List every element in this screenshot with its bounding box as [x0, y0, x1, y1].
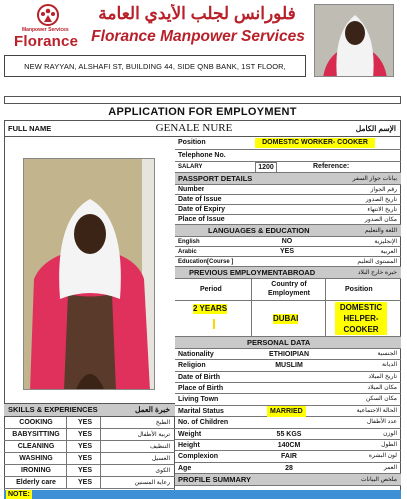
personal-label: Age — [178, 464, 192, 472]
skill-divider — [66, 465, 67, 477]
company-arabic-title: فلورانس لجلب الأيدي العامة — [98, 4, 296, 23]
personal-label: Place of Birth — [178, 385, 224, 393]
position-label: Position — [178, 139, 206, 146]
col-divider-4 — [325, 301, 326, 337]
logo-caption: Manpower Services — [22, 27, 69, 33]
form-title: APPLICATION FOR EMPLOYMENT — [108, 106, 297, 118]
language-value: NO — [281, 238, 293, 245]
skill-divider — [66, 441, 67, 453]
personal-row — [175, 451, 401, 462]
language-value: YES — [279, 248, 294, 255]
language-arabic: العربية — [380, 249, 397, 255]
skill-divider — [100, 453, 101, 465]
previous-header — [175, 267, 401, 279]
logo-word: Florance — [14, 33, 79, 50]
personal-value: 140CM — [277, 441, 301, 449]
passport-row — [175, 185, 401, 195]
right-column — [175, 137, 401, 499]
language-label: English — [178, 239, 200, 245]
col-position: Position — [345, 286, 373, 293]
previous-position-line2: HELPER- — [343, 314, 379, 323]
personal-arabic: الوزن — [383, 430, 397, 437]
languages-title-ar: اللغة والتعليم — [364, 228, 397, 234]
previous-period: 2 YEARS — [193, 304, 228, 313]
personal-row — [175, 440, 401, 451]
skill-divider — [100, 429, 101, 441]
personal-label: Living Town — [178, 396, 219, 404]
form-title-bar — [4, 103, 401, 121]
personal-label: Religion — [178, 362, 206, 370]
previous-position — [335, 302, 387, 335]
caret-mark — [213, 319, 215, 329]
skill-row — [4, 417, 175, 429]
passport-label: Date of Issue — [178, 196, 222, 203]
skill-row — [4, 477, 175, 489]
skill-value: YES — [77, 479, 92, 486]
full-name-arabic: الإسم الكامل — [355, 124, 396, 133]
skills-title-ar: خبرة العمل — [134, 405, 170, 414]
language-label: Arabic — [178, 249, 197, 255]
personal-arabic: الطول — [381, 441, 397, 448]
personal-value: MUSLIM — [275, 362, 303, 370]
full-name-label: FULL NAME — [8, 124, 52, 133]
header — [0, 0, 407, 82]
skill-arabic: الكوى — [155, 468, 170, 474]
col-divider-1 — [251, 279, 252, 301]
skill-arabic: رعاية المسنين — [134, 480, 170, 486]
skill-row — [4, 429, 175, 441]
position-row — [175, 137, 401, 150]
company-english-title: Florance Manpower Services — [91, 28, 305, 45]
previous-title: PREVIOUS EMPLOYMENTABROAD — [189, 268, 316, 277]
skills-title: SKILLS & EXPERIENCES — [8, 405, 98, 414]
col-divider-2 — [325, 279, 326, 301]
passport-arabic: تاريخ الانتهاء — [367, 207, 397, 213]
passport-label: Date of Expiry — [178, 206, 226, 213]
personal-label: Weight — [178, 430, 202, 438]
skill-value: YES — [77, 467, 92, 474]
skill-value: YES — [77, 455, 92, 462]
telephone-label: Telephone No. — [178, 152, 226, 159]
personal-row — [175, 463, 401, 474]
personal-rows — [175, 349, 401, 474]
passport-row — [175, 215, 401, 225]
language-label: Education[Course ] — [178, 259, 234, 265]
personal-row — [175, 372, 401, 383]
skill-divider — [66, 477, 67, 489]
personal-arabic: الحالة الاجتماعية — [356, 407, 397, 414]
personal-arabic: عدد الأطفال — [366, 419, 397, 426]
skills-header — [4, 403, 175, 417]
passport-rows — [175, 185, 401, 225]
personal-label: No. of Children — [178, 419, 229, 427]
passport-header — [175, 173, 401, 185]
skill-arabic: الطبخ — [155, 420, 170, 426]
language-arabic: الإنجليزية — [374, 239, 397, 245]
note-bar — [4, 490, 401, 499]
previous-position-line3: COOKER — [343, 325, 379, 334]
full-name-row — [4, 121, 401, 137]
address-text: NEW RAYYAN, ALSHAFI ST, BUILDING 44, SIDE QNB BANK, 1ST FLOOR, — [24, 61, 286, 71]
personal-row — [175, 394, 401, 405]
note-label: NOTE: — [8, 491, 30, 498]
profile-summary-title: PROFILE SUMMARY — [178, 475, 252, 484]
personal-value: FAIR — [281, 453, 297, 461]
languages-title: LANGUAGES & EDUCATION — [208, 226, 310, 235]
skill-divider — [100, 477, 101, 489]
personal-value: 55 KGS — [276, 430, 302, 438]
personal-row — [175, 429, 401, 440]
passport-arabic: تاريخ الصدور — [365, 197, 397, 203]
personal-row — [175, 406, 401, 417]
skill-divider — [100, 441, 101, 453]
skill-label: BABYSITTING — [12, 431, 60, 438]
skill-label: WASHING — [19, 455, 53, 462]
full-name-value: GENALE NURE — [155, 122, 233, 134]
personal-arabic: العمر — [383, 464, 397, 471]
personal-label: Nationality — [178, 351, 214, 358]
personal-row — [175, 383, 401, 394]
skill-value: YES — [77, 431, 92, 438]
language-row — [175, 257, 401, 267]
position-value: DOMESTIC WORKER- COOKER — [255, 138, 375, 148]
skill-row — [4, 453, 175, 465]
col-period: Period — [200, 286, 222, 293]
skill-row — [4, 465, 175, 477]
previous-col-headers — [175, 279, 401, 301]
language-arabic: المستوى التعليم — [357, 259, 397, 265]
skill-arabic: الغسيل — [151, 456, 170, 462]
personal-value: ETHIOIPIAN — [268, 351, 310, 358]
skill-divider — [66, 417, 67, 429]
passport-label: Number — [178, 186, 205, 193]
skill-divider — [66, 453, 67, 465]
skill-row — [4, 441, 175, 453]
skill-label: IRONING — [21, 467, 51, 474]
personal-header — [175, 337, 401, 349]
languages-rows — [175, 237, 401, 267]
skills-section — [4, 403, 175, 490]
personal-arabic: مكان السكن — [365, 396, 397, 403]
previous-position-line1: DOMESTIC — [339, 303, 383, 312]
personal-value: 28 — [285, 464, 293, 472]
header-photo — [314, 4, 394, 77]
salary-row — [175, 162, 401, 173]
personal-row — [175, 349, 401, 360]
personal-arabic: الجنسية — [377, 351, 397, 357]
skills-rows — [4, 417, 175, 489]
applicant-photo — [23, 158, 155, 390]
skill-divider — [66, 429, 67, 441]
personal-label: Complexion — [178, 453, 219, 461]
previous-data-row — [175, 301, 401, 337]
telephone-row — [175, 150, 401, 162]
col-divider-3 — [251, 301, 252, 337]
personal-row — [175, 360, 401, 371]
personal-arabic: لون البشرة — [368, 453, 397, 460]
skill-label: Elderly care — [16, 479, 56, 486]
passport-arabic: مكان الصدور — [364, 217, 397, 223]
personal-label: Date of Birth — [178, 373, 220, 381]
passport-row — [175, 195, 401, 205]
personal-row — [175, 417, 401, 428]
language-row — [175, 247, 401, 257]
personal-value: MARRIED — [267, 406, 306, 417]
skill-arabic: التنظيف — [149, 444, 170, 450]
personal-arabic: مكان الميلاد — [367, 385, 397, 392]
logo-emblem-icon — [36, 4, 60, 26]
passport-title-ar: بيانات جواز السفر — [352, 176, 397, 182]
passport-label: Place of Issue — [178, 216, 225, 223]
personal-label: Marital Status — [178, 407, 224, 415]
logo — [14, 4, 84, 48]
salary-value: 1200 — [255, 162, 277, 173]
passport-row — [175, 205, 401, 215]
personal-label: Height — [178, 441, 200, 449]
skill-divider — [100, 417, 101, 429]
skill-label: CLEANING — [17, 443, 55, 450]
address-bar — [4, 55, 306, 77]
personal-arabic: تاريخ الميلاد — [368, 373, 397, 380]
language-row — [175, 237, 401, 247]
personal-title: PERSONAL DATA — [247, 338, 311, 347]
reference-label: Reference: — [313, 163, 350, 170]
previous-title-ar: خبرة خارج البلاد — [357, 270, 397, 276]
passport-arabic: رقم الجواز — [370, 187, 397, 193]
salary-label: SALARY — [178, 164, 203, 170]
languages-header — [175, 225, 401, 237]
skill-arabic: تربية الأطفال — [137, 432, 170, 438]
col-country: Country of Employment — [267, 281, 310, 297]
passport-title: PASSPORT DETAILS — [178, 174, 253, 183]
skill-value: YES — [77, 419, 92, 426]
previous-country: DUBAI — [273, 314, 299, 323]
skill-divider — [100, 465, 101, 477]
skill-label: COOKING — [19, 419, 53, 426]
skill-value: YES — [77, 443, 92, 450]
profile-summary-title-ar: ملخص البيانات — [360, 477, 397, 483]
personal-arabic: الديانة — [381, 362, 397, 369]
profile-summary-header — [175, 474, 401, 486]
